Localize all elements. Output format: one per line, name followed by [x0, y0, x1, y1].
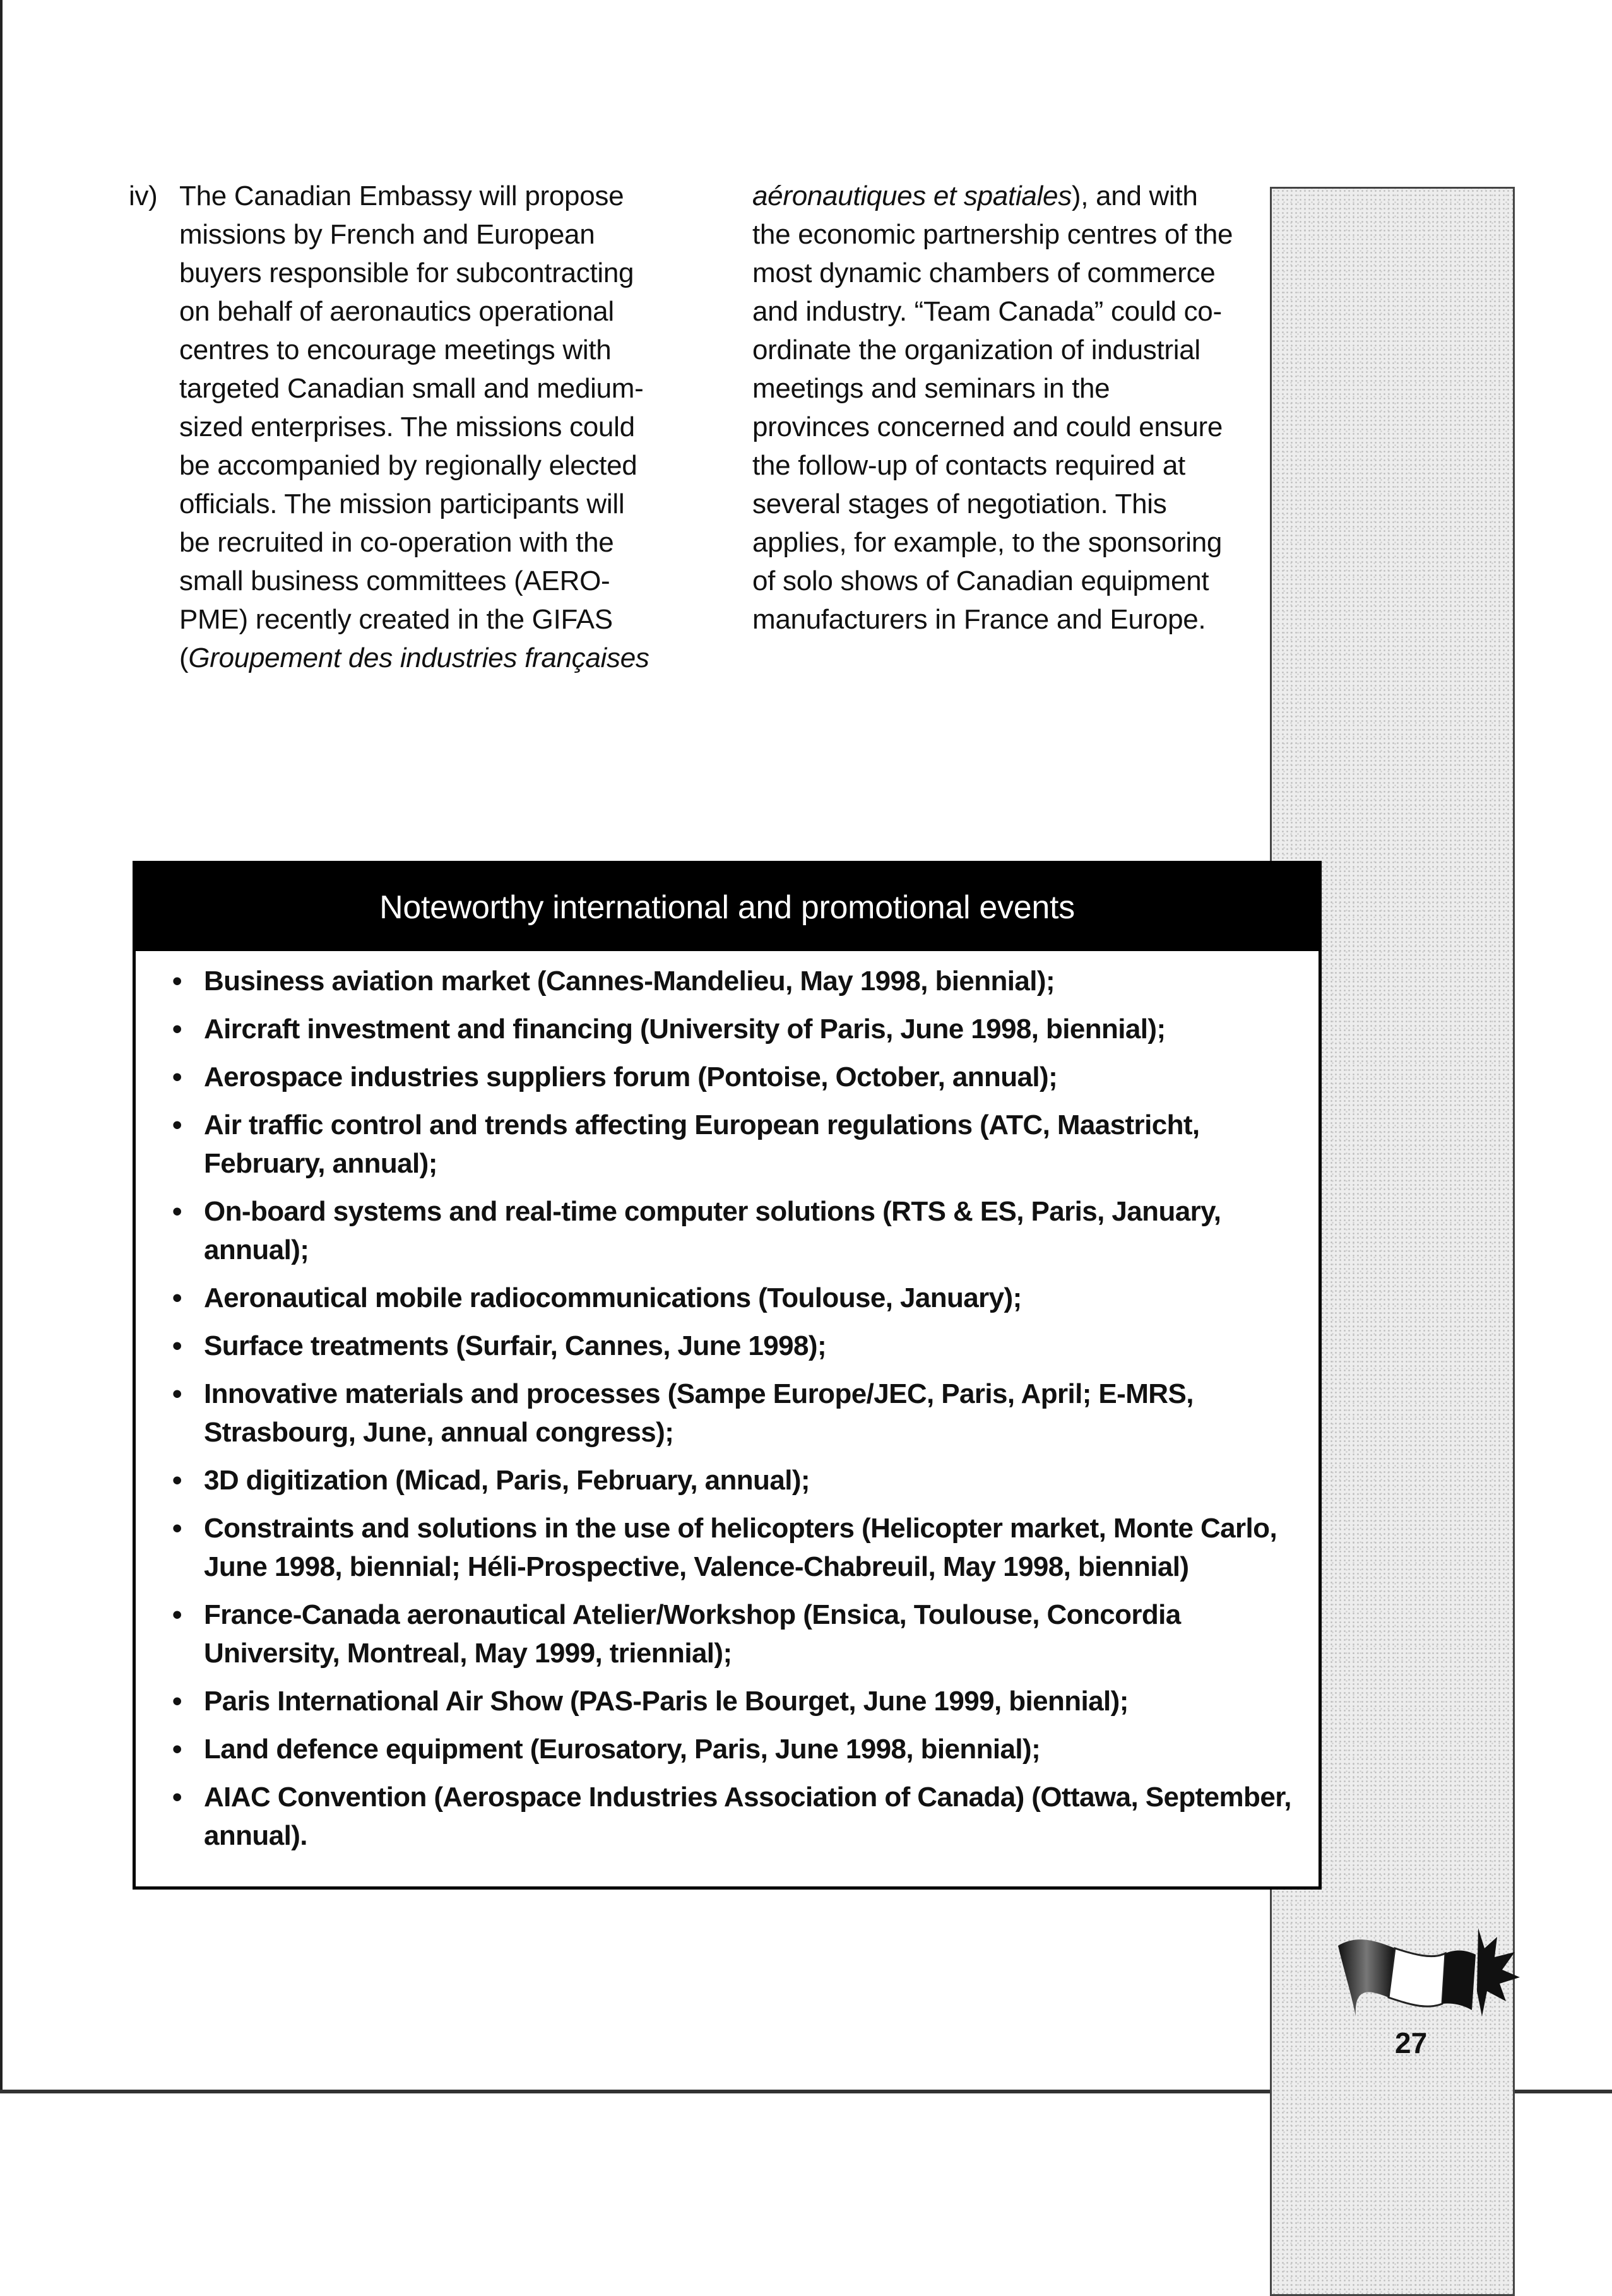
- event-list-item: [172, 962, 1302, 1000]
- right-column-first-line: [752, 177, 1257, 215]
- bullet-icon: •: [172, 1378, 182, 1409]
- text-line: [179, 639, 722, 677]
- event-text-line: annual).: [204, 1820, 307, 1851]
- event-text-line: Constraints and solutions in the use of helicopters (Helicopter market, Monte Carlo,: [204, 1513, 1277, 1544]
- bullet-icon: •: [172, 1599, 182, 1630]
- events-title: Noteworthy international and promotional events: [136, 864, 1319, 951]
- event-list-item: [172, 1461, 1302, 1500]
- bullet-icon: •: [172, 1014, 182, 1044]
- text-line: applies, for example, to the sponsoring: [752, 527, 1223, 558]
- bullet-icon: •: [172, 1196, 182, 1227]
- page-number: 27: [1395, 2027, 1428, 2059]
- bullet-icon: •: [172, 1062, 182, 1092]
- event-list-item: [172, 1058, 1302, 1096]
- event-list-item: [172, 1010, 1302, 1048]
- first-line-rest: ), and with: [1071, 180, 1198, 211]
- bullet-icon: •: [172, 1330, 182, 1361]
- event-list-item: [172, 1682, 1302, 1720]
- text-line: provinces concerned and could ensure: [752, 411, 1223, 442]
- text-line: centres to encourage meetings with: [179, 334, 612, 365]
- event-list-item: [172, 1279, 1302, 1317]
- event-list-item: [172, 1730, 1302, 1768]
- text-line: and industry. “Team Canada” could co-: [752, 296, 1222, 327]
- event-text-line: University, Montreal, May 1999, triennial);: [204, 1638, 732, 1669]
- event-text-line: Innovative materials and processes (Sampe Europe/JEC, Paris, April; E-MRS,: [204, 1378, 1194, 1409]
- event-text-line: annual);: [204, 1234, 309, 1265]
- bullet-icon: •: [172, 1734, 182, 1765]
- text-line: the follow-up of contacts required at: [752, 450, 1185, 481]
- france-canada-flag-icon: [1332, 1915, 1527, 2029]
- event-text-line: AIAC Convention (Aerospace Industries Association of Canada) (Ottawa, September,: [204, 1782, 1291, 1813]
- bullet-icon: •: [172, 1513, 182, 1544]
- event-list-item: [172, 1375, 1302, 1452]
- text-line: manufacturers in France and Europe.: [752, 604, 1206, 635]
- bullet-icon: •: [172, 1465, 182, 1496]
- text-line: buyers responsible for subcontracting: [179, 257, 634, 288]
- text-line: the economic partnership centres of the: [752, 219, 1233, 250]
- event-text-line: Business aviation market (Cannes-Mandelieu, May 1998, biennial);: [204, 966, 1055, 997]
- italic-org-name: Groupement des industries françaises: [188, 642, 649, 673]
- events-list: [172, 962, 1302, 1864]
- page-left-edge: [0, 0, 3, 2093]
- open-paren: (: [179, 642, 189, 673]
- event-text-line: On-board systems and real-time computer solutions (RTS & ES, Paris, January,: [204, 1196, 1221, 1227]
- event-text-line: Land defence equipment (Eurosatory, Paris, June 1998, biennial);: [204, 1734, 1041, 1765]
- event-list-item: [172, 1509, 1302, 1586]
- text-line: sized enterprises. The missions could: [179, 411, 635, 442]
- text-line: ordinate the organization of industrial: [752, 334, 1200, 365]
- bullet-icon: •: [172, 966, 182, 997]
- text-line: meetings and seminars in the: [752, 373, 1110, 404]
- text-line: PME) recently created in the GIFAS: [179, 604, 613, 635]
- bullet-icon: •: [172, 1110, 182, 1140]
- event-list-item: [172, 1778, 1302, 1855]
- event-list-item: [172, 1327, 1302, 1365]
- event-text-line: France-Canada aeronautical Atelier/Workshop (Ensica, Toulouse, Concordia: [204, 1599, 1181, 1630]
- event-text-line: 3D digitization (Micad, Paris, February, annual);: [204, 1465, 810, 1496]
- text-line: missions by French and European: [179, 219, 595, 250]
- event-text-line: February, annual);: [204, 1148, 437, 1179]
- event-text-line: Paris International Air Show (PAS-Paris le Bourget, June 1999, biennial);: [204, 1686, 1129, 1717]
- text-line: be accompanied by regionally elected: [179, 450, 637, 481]
- event-text-line: June 1998, biennial; Héli-Prospective, Valence-Chabreuil, May 1998, biennial): [204, 1551, 1189, 1582]
- text-line: of solo shows of Canadian equipment: [752, 565, 1209, 596]
- text-line: small business committees (AERO-: [179, 565, 610, 596]
- right-column-text: [752, 215, 1257, 639]
- bullet-icon: •: [172, 1686, 182, 1717]
- list-marker: iv): [129, 180, 158, 211]
- text-line: several stages of negotiation. This: [752, 488, 1167, 519]
- bullet-icon: •: [172, 1782, 182, 1813]
- text-line: targeted Canadian small and medium-: [179, 373, 644, 404]
- event-text-line: Aeronautical mobile radiocommunications (Toulouse, January);: [204, 1282, 1022, 1313]
- event-text-line: Aircraft investment and financing (University of Paris, June 1998, biennial);: [204, 1014, 1166, 1044]
- event-text-line: Air traffic control and trends affecting European regulations (ATC, Maastricht,: [204, 1110, 1200, 1140]
- event-list-item: [172, 1595, 1302, 1672]
- event-text-line: Surface treatments (Surfair, Cannes, June 1998);: [204, 1330, 827, 1361]
- bullet-icon: •: [172, 1282, 182, 1313]
- left-column-text: [179, 177, 722, 677]
- italic-org-name-end: aéronautiques et spatiales: [752, 180, 1072, 211]
- event-text-line: Aerospace industries suppliers forum (Pontoise, October, annual);: [204, 1062, 1058, 1092]
- event-list-item: [172, 1106, 1302, 1183]
- event-list-item: [172, 1192, 1302, 1269]
- text-line: most dynamic chambers of commerce: [752, 257, 1216, 288]
- text-line: on behalf of aeronautics operational: [179, 296, 614, 327]
- right-column: [752, 177, 1257, 639]
- text-line: be recruited in co-operation with the: [179, 527, 614, 558]
- text-line: The Canadian Embassy will propose: [179, 180, 624, 211]
- event-text-line: Strasbourg, June, annual congress);: [204, 1417, 674, 1448]
- text-line: officials. The mission participants will: [179, 488, 625, 519]
- events-box: [133, 861, 1322, 1890]
